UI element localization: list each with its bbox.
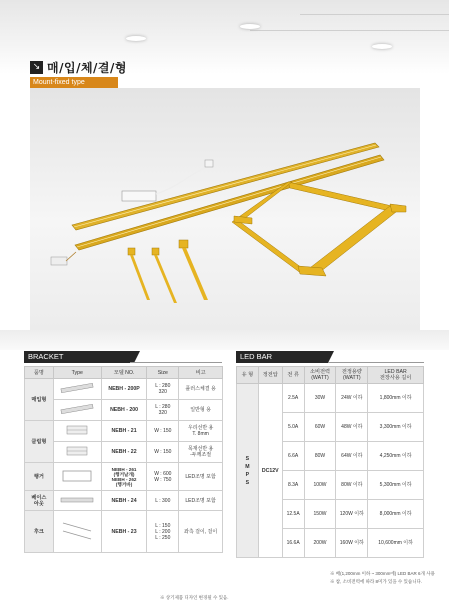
size-cell: W : 150: [147, 421, 179, 442]
capacity-cell: 120W 이하: [336, 500, 368, 529]
power-cell: 80W: [304, 442, 336, 471]
product-photo: [30, 88, 420, 331]
table-row: [25, 400, 223, 421]
ceiling-lamp: [372, 44, 392, 49]
header-cell: 모델 NO.: [101, 367, 147, 379]
current-cell: 5.0A: [282, 413, 304, 442]
product-image: [53, 400, 101, 421]
note-cell: 목재선반 용 -두께조절: [179, 442, 223, 463]
header-cell: Size: [147, 367, 179, 379]
header-cell: LED BAR 전장사용 길이: [368, 367, 424, 384]
table-row: [237, 384, 424, 413]
header-cell: 품명: [25, 367, 54, 379]
ledbar-footnote: ※ 배(1,200mm 이하 ~ 300mm에) LED BAR 6개 사용: [330, 571, 435, 576]
group-cell: 베이스 아웃: [25, 491, 54, 511]
length-cell: 4,250mm 이하: [368, 442, 424, 471]
product-image: [53, 421, 101, 442]
divider: [328, 362, 424, 363]
note-cell: 우리선반 용 T. 8mm: [179, 421, 223, 442]
subtitle-bar: Mount-fixed type: [30, 77, 118, 88]
size-cell: W : 150: [147, 442, 179, 463]
current-cell: 6.6A: [282, 442, 304, 471]
floor-background: [0, 330, 449, 350]
divider: [130, 362, 222, 363]
capacity-cell: 80W 이하: [336, 471, 368, 500]
voltage-cell: DC12V: [258, 384, 282, 558]
product-image: [53, 463, 101, 491]
group-cell: 행거: [25, 463, 54, 491]
product-image: [53, 442, 101, 463]
capacity-cell: 64W 이하: [336, 442, 368, 471]
table-row: [25, 491, 223, 511]
title-text: 매/입/체/결/형: [47, 61, 127, 75]
bracket-footnote: ※ 상기제품 디자인 변경될 수 있음.: [160, 595, 229, 600]
table-row: [25, 442, 223, 463]
ledbar-heading: LED BAR: [236, 351, 328, 363]
arrow-down-right-icon: ↘: [30, 61, 43, 74]
header-cell: 정전압: [258, 367, 282, 384]
bracket-heading: BRACKET: [24, 351, 134, 363]
header-cell: Type: [53, 367, 101, 379]
bracket-table: [24, 366, 223, 553]
table-row: [25, 421, 223, 442]
table-row: [25, 511, 223, 553]
header-cell: 유 형: [237, 367, 259, 384]
product-image: [53, 511, 101, 553]
table-row: [25, 379, 223, 400]
product-image: [53, 379, 101, 400]
length-cell: 5,300mm 이하: [368, 471, 424, 500]
ledbar-footnote: ※ 참, 소비전력에 따라 8미가 있을 수 있습니다.: [330, 579, 423, 584]
current-cell: 2.5A: [282, 384, 304, 413]
note-cell: 플러스체결 용: [179, 379, 223, 400]
model-cell: NEBH - 200: [101, 400, 147, 421]
current-cell: 8.3A: [282, 471, 304, 500]
model-cell: NEBH - 24: [101, 491, 147, 511]
note-cell: 좌측 걸이, 걸이: [179, 511, 223, 553]
group-cell: 후크: [25, 511, 54, 553]
power-cell: 150W: [304, 500, 336, 529]
note-cell: LED조명 포함: [179, 491, 223, 511]
power-cell: 200W: [304, 529, 336, 558]
current-cell: 16.6A: [282, 529, 304, 558]
power-cell: 100W: [304, 471, 336, 500]
ceiling-lamp: [240, 24, 260, 29]
length-cell: 3,300mm 이하: [368, 413, 424, 442]
length-cell: 10,600mm 이하: [368, 529, 424, 558]
note-cell: LED조명 포함: [179, 463, 223, 491]
model-cell: NEBH - 21: [101, 421, 147, 442]
model-cell: NEBH - 200P: [101, 379, 147, 400]
ceiling-line: [250, 30, 449, 31]
product-image: [53, 491, 101, 511]
power-cell: 60W: [304, 413, 336, 442]
group-cell: 매입형: [25, 379, 54, 421]
power-cell: 30W: [304, 384, 336, 413]
header-cell: 비고: [179, 367, 223, 379]
ceiling-lamp: [126, 36, 146, 41]
note-cell: 일반형 용: [179, 400, 223, 421]
model-cell: NEBH - 261 (행거날개) NEBH - 262 (행거바): [101, 463, 147, 491]
size-cell: L : 300: [147, 491, 179, 511]
header-cell: 전정용량 (WATT): [336, 367, 368, 384]
size-cell: W : 600 W : 750: [147, 463, 179, 491]
table-row: [25, 463, 223, 491]
current-cell: 12.5A: [282, 500, 304, 529]
group-cell: 클립형: [25, 421, 54, 463]
type-cell: S M P S: [237, 384, 259, 558]
length-cell: 8,000mm 이하: [368, 500, 424, 529]
size-cell: L : 150 L : 200 L : 250: [147, 511, 179, 553]
header-cell: 전 류: [282, 367, 304, 384]
page-title: [30, 59, 127, 76]
ceiling-line: [300, 14, 449, 15]
capacity-cell: 24W 이하: [336, 384, 368, 413]
model-cell: NEBH - 22: [101, 442, 147, 463]
header-cell: 소비전력 (WATT): [304, 367, 336, 384]
size-cell: L : 280 320: [147, 379, 179, 400]
size-cell: L : 280 320: [147, 400, 179, 421]
length-cell: 1,800mm 이하: [368, 384, 424, 413]
capacity-cell: 160W 이하: [336, 529, 368, 558]
capacity-cell: 48W 이하: [336, 413, 368, 442]
model-cell: NEBH - 23: [101, 511, 147, 553]
ledbar-table: [236, 366, 424, 558]
